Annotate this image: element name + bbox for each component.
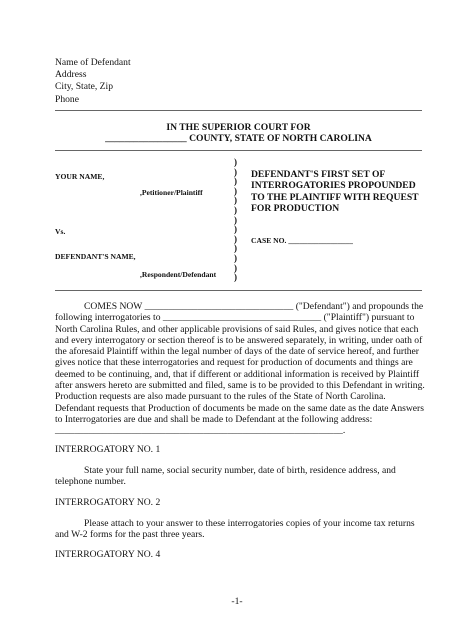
intro-line: gives notice that these interrogatories and request for production of documents and things are [55, 357, 413, 369]
intro-line: Defendant requests that Production of documents be made on the same date as the date Answers [55, 402, 424, 414]
interrogatory-line: and W-2 forms for the past three years. [55, 529, 205, 541]
defendant-name-line: Name of Defendant [55, 57, 131, 68]
caption-top-divider [55, 150, 422, 151]
document-title-line: INTERROGATORIES PROPOUNDED [251, 180, 416, 192]
caption-paren: ) [234, 224, 237, 235]
caption-paren: ) [234, 262, 237, 273]
interrogatory-line: Please attach to your answer to these interrogatories copies of your income tax returns [84, 518, 415, 529]
interrogatory-1-text [55, 465, 423, 488]
defendant-address-block [55, 57, 131, 106]
defendant-address-line: Address [55, 69, 87, 81]
petitioner-role: ,Petitioner/Plaintiff [140, 188, 203, 197]
top-divider [55, 110, 422, 111]
intro-line: Production requests are also made pursuant to the rules of the State of North Carolina. [55, 391, 386, 403]
caption-parenthesis-column [234, 158, 237, 283]
caption-paren: ) [234, 233, 237, 244]
document-title-line: FOR PRODUCTION [251, 203, 340, 215]
caption-paren: ) [234, 272, 237, 283]
intro-line: the aforesaid Plaintiff within the legal number of days of the date of service hereof, and further [55, 346, 419, 358]
intro-line: after answers hereto are submitted and filed, same is to be provided to this Defendant in writing. [55, 380, 425, 392]
intro-line: deemed to be continuing, and, that if different or additional information is received by Plaintiff [55, 368, 420, 380]
defendant-name: DEFENDANT'S NAME, [55, 252, 136, 261]
interrogatory-line: State your full name, social security number, date of birth, residence address, and [84, 465, 396, 476]
court-county-line: _________________ COUNTY, STATE OF NORTH CAROLINA [105, 133, 372, 144]
caption-paren: ) [234, 252, 237, 263]
intro-line: following interrogatories to _________________________________ ("Plaintiff") pursuant to [55, 312, 415, 324]
document-title [251, 169, 419, 215]
defendant-phone-line: Phone [55, 93, 79, 105]
caption-paren: ) [234, 243, 237, 254]
caption-bottom-divider [55, 290, 422, 291]
versus-label: Vs. [55, 227, 66, 236]
caption-paren: ) [234, 185, 237, 196]
interrogatory-2-heading: INTERROGATORY NO. 2 [55, 497, 161, 508]
address-blank-line: ____________________________________________________________. [55, 425, 346, 437]
respondent-role: ,Respondent/Defendant [140, 270, 217, 279]
caption-paren: ) [234, 157, 237, 167]
intro-line: COMES NOW _______________________________ ("Defendant") and propounds the [84, 301, 424, 312]
document-title-line: TO THE PLAINTIFF WITH REQUEST [251, 191, 419, 203]
caption-paren: ) [234, 214, 237, 225]
court-title: IN THE SUPERIOR COURT FOR [166, 122, 311, 133]
interrogatory-2-text [55, 518, 423, 541]
intro-line: and every interrogatory or section thereof is to be answered separately, in writing, under oath of [55, 334, 423, 346]
case-number: CASE NO. _________________ [251, 236, 353, 245]
page-number: -1- [231, 596, 243, 607]
intro-line: North Carolina Rules, and other applicable provisions of said Rules, and gives notice that each [55, 323, 419, 335]
interrogatory-line: telephone number. [55, 476, 126, 488]
plaintiff-name: YOUR NAME, [55, 172, 105, 181]
document-title-line: DEFENDANT'S FIRST SET OF [251, 169, 386, 180]
defendant-city-line: City, State, Zip [55, 81, 114, 93]
caption-paren: ) [234, 176, 237, 187]
interrogatory-4-heading: INTERROGATORY NO. 4 [55, 549, 161, 560]
caption-paren: ) [234, 204, 237, 215]
intro-paragraph [55, 301, 423, 437]
caption-paren: ) [234, 166, 237, 177]
intro-line: to Interrogatories are due and shall be made to Defendant at the following address: [55, 413, 373, 425]
interrogatory-1-heading: INTERROGATORY NO. 1 [55, 444, 161, 455]
caption-paren: ) [234, 195, 237, 206]
